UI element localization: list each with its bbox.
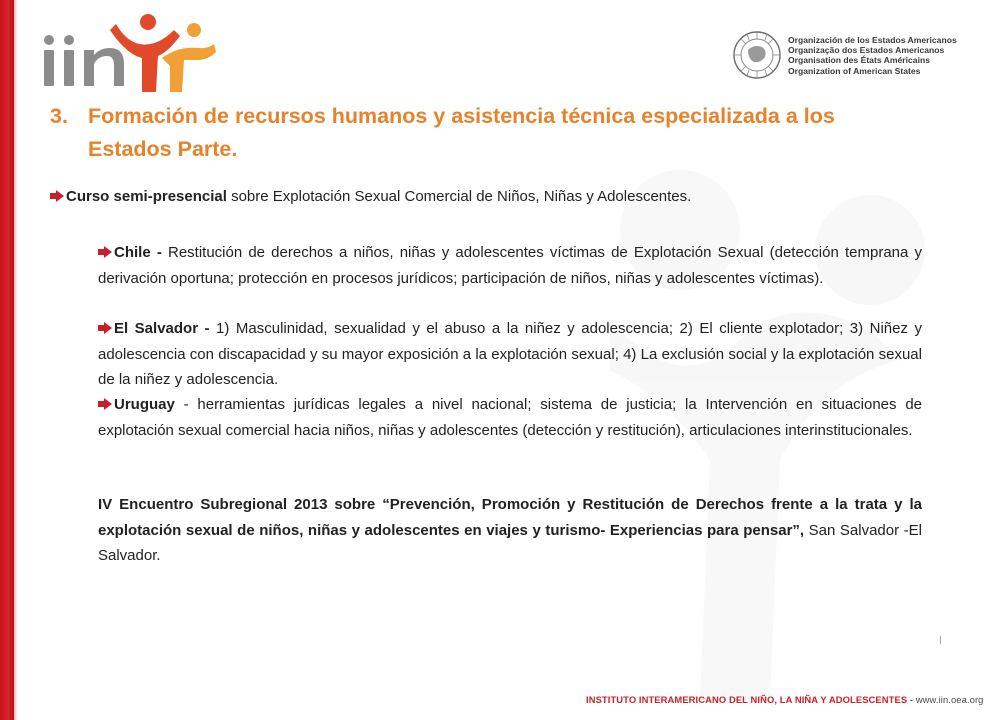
intro-rest: sobre Explotación Sexual Comercial de Niños, Niñas y Adolescentes. [226,188,692,205]
country-name: El Salvador - [114,320,217,337]
encuentro-paragraph [98,492,922,569]
country-text: 1) Masculinidad, sexualidad y el abuso a la niñez y adolescencia; 2) El cliente explotador; 3) Niñez y adolescencia con discapacidad y su mayor exposición a la explotación sexual; 4) La exclusión social y la explotación sexual de la niñez y adolescencia. [98,320,922,388]
oas-name-fr: Organisation des États Américains [788,55,931,66]
arrow-bullet-icon [98,246,112,258]
footer-institute: INSTITUTO INTERAMERICANO DEL NIÑO, LA NIÑA Y ADOLESCENTES [586,694,908,705]
oas-name-en: Organization of American States [788,65,921,76]
country-text: Restitución de derechos a niños, niñas y adolescentes víctimas de Explotación Sexual (detección temprana y derivación oportuna; protección en procesos jurídicos; participación de niños, niñas y adolescentes víctimas). [98,244,922,287]
encuentro-bold: IV Encuentro Subregional 2013 sobre “Prevención, Promoción y Restitución de Derechos frente a la trata y la explotación sexual de niños, niñas y adolescentes en viajes y turismo- Experiencias para pensar”, [98,496,922,539]
encuentro-rest: San Salvador -El Salvador. [98,521,922,564]
oas-name-pt: Organização dos Estados Americanos [788,45,945,56]
footer [586,694,984,705]
course-intro [50,184,910,210]
oas-emblem-icon [732,30,782,80]
slide-title [50,100,900,166]
country-name: Uruguay [114,396,175,413]
divider-tick [940,636,941,644]
list-item-el-salvador [98,316,922,393]
arrow-bullet-icon [98,322,112,334]
country-text: - herramientas jurídicas legales a nivel nacional; sistema de justicia; la Intervención en situaciones de explotación sexual comercial hacia niños, niñas y adolescentes (detección y restitución), articulaciones interinstitucionales. [98,396,922,439]
list-item-uruguay [98,392,922,443]
title-text: Formación de recursos humanos y asistencia técnica especializada a los Estados Parte. [88,104,835,161]
list-item-chile [98,240,922,291]
oas-name-es: Organización de los Estados Americanos [788,35,957,45]
oas-names [788,35,957,76]
oas-logo [732,30,957,82]
country-name: Chile - [114,244,168,261]
footer-url[interactable]: www.iin.oea.org [915,694,984,705]
arrow-bullet-icon [50,190,64,202]
footer-separator: - [907,694,916,705]
intro-bold: Curso semi-presencial [66,188,227,205]
arrow-bullet-icon [98,398,112,410]
iin-children-logo-icon [38,8,218,98]
title-number: 3. [50,104,68,128]
left-red-border [0,0,14,720]
